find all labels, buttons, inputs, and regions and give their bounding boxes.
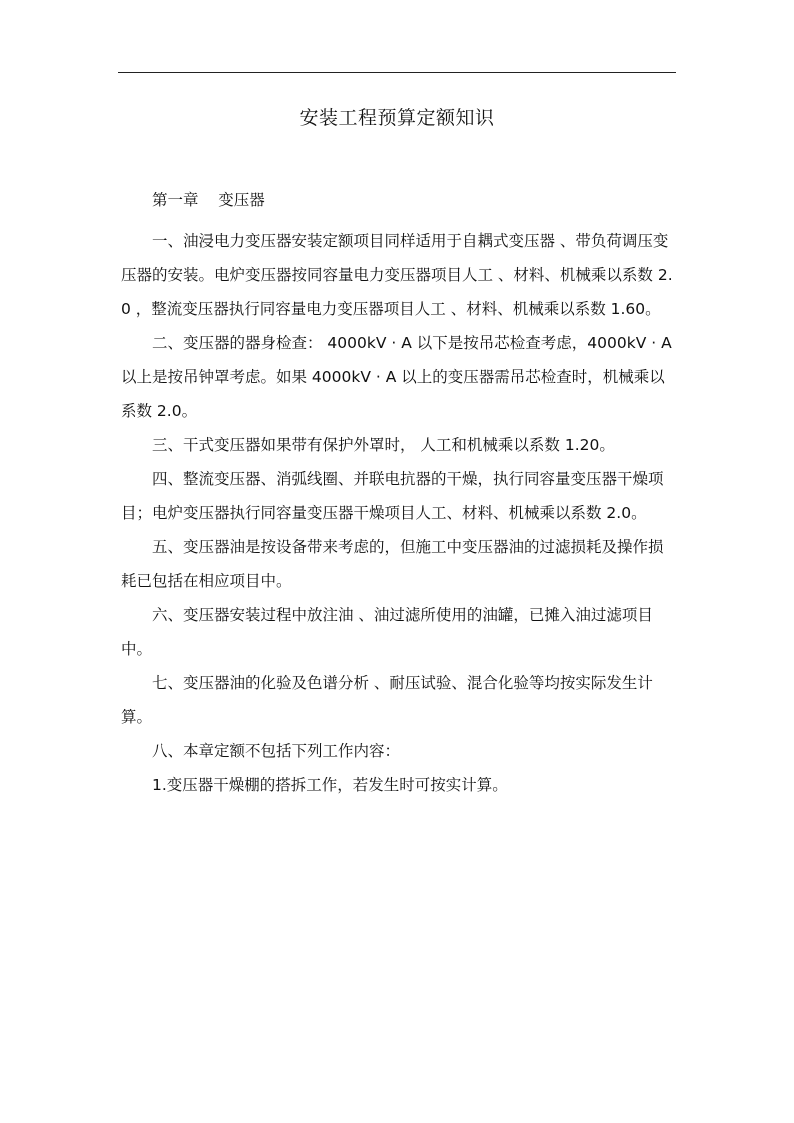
paragraph-5: 五、变压器油是按设备带来考虑的，但施工中变压器油的过滤损耗及操作损耗已包括在相应项目中。 [121,538,664,590]
paragraph-1: 一、油浸电力变压器安装定额项目同样适用于自耦式变压器 、带负荷调压变压器的安装。电炉变压器按同容量电力变压器项目人工 、材料、机械乘以系数 2.0 ，整流变压器执行同容量电力变压器项目人工 、材料、机械乘以系数 1.60。 [121,232,673,318]
paragraph-7: 七、变压器油的化验及色谱分析 、耐压试验、混合化验等均按实际发生计算。 [121,674,653,726]
paragraph-2: 二、变压器的器身检查： 4000kV · A 以下是按吊芯检查考虑，4000kV · A 以上是按吊钟罩考虑。如果 4000kV · A 以上的变压器需吊芯检查时，机械乘以系数 2.0。 [121,334,672,420]
paragraph-4: 四、整流变压器、消弧线圈、并联电抗器的干燥，执行同容量变压器干燥项目；电炉变压器执行同容量变压器干燥项目人工、材料、机械乘以系数 2.0。 [121,470,664,522]
paragraph-3: 三、干式变压器如果带有保护外罩时， 人工和机械乘以系数 1.20。 [152,436,615,454]
document-body [121,183,674,802]
paragraph-8: 八、本章定额不包括下列工作内容： [152,742,401,760]
chapter-heading: 第一章 变压器 [152,191,265,209]
document-title: 安装工程预算定额知识 [299,107,495,129]
paragraph-9: 1.变压器干燥棚的搭拆工作，若发生时可按实计算。 [152,776,508,794]
paragraph-6: 六、变压器安装过程中放注油 、油过滤所使用的油罐，已摊入油过滤项目中。 [121,606,653,658]
header-rule [118,72,676,73]
